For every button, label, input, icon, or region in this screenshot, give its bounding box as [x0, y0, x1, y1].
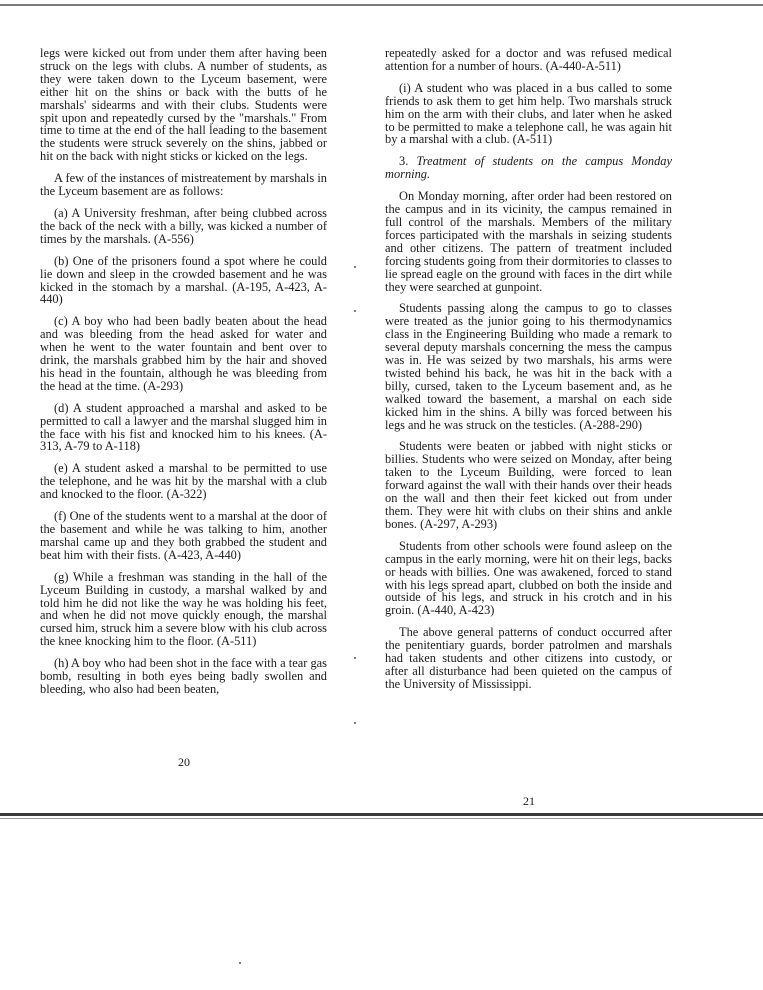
instance-d: (d) A student approached a marshal and asked to be permitted to call a lawyer and the marshal slugged him in the face with his fist and knocked him to his knees. (A-313, A-79 to A-118): [40, 400, 327, 454]
left-column: [40, 47, 327, 705]
scan-speck: [354, 722, 356, 724]
instance-e: (e) A student asked a marshal to be permitted to use the telephone, and he was hit by the marshal with a club and knocked to the floor. (A-322): [40, 461, 327, 502]
bottom-scan-rule-thin: [0, 818, 763, 819]
right-paragraph-5: The above general patterns of conduct occurred after the penitentiary guards, border patrolmen and marshals had taken students and other citizens into custody, or after all disturbance had been quieted on the campus of the University of Mississippi.: [385, 625, 672, 691]
instance-h-continued: repeatedly asked for a doctor and was refused medical attention for a number of hours. (A-440-A-511): [385, 46, 672, 73]
instance-c: (c) A boy who had been badly beaten about the head and was bleeding from the head asked for water and when he went to the water fountain and bent over to drink, the marshals grabbed him by the hair and shoved his head in the fountain, although he was bleeding from the head at the time. (A-293): [40, 314, 327, 393]
instance-g: (g) While a freshman was standing in the hall of the Lyceum Building in custody, a marshal walked by and told him he did not like the way he was holding his feet, and when he did not move quickly enough, the marshal cursed him, struck him a severe blow with his club across the knee knocking him to the floor. (A-511): [40, 569, 327, 649]
scan-speck: [354, 310, 356, 312]
instance-a: (a) A University freshman, after being clubbed across the back of the neck with a billy, was kicked a number of times by the marshals. (A-556): [40, 205, 327, 246]
instance-i: (i) A student who was placed in a bus called to some friends to ask them to get him help. Two marshals struck him on the arm with their clubs, and later when he asked to be permitted to make a telephone call, he was again hit by a marshal with a club. (A-511): [385, 80, 672, 147]
left-paragraph-1: legs were kicked out from under them after having been struck on the legs with clubs. A number of students, as they were taken down to the Lyceum basement, were either hit on the shins or back with the butts of he marshals' sidearms and with their clubs. Students were spit upon and repeatedly cursed by the "marshals." From time to time at the end of the hall leading to the basement the students were struck severely on the shins, jabbed or hit on the back with night sticks or kicked on the legs.: [40, 46, 327, 164]
instance-h: (h) A boy who had been shot in the face with a tear gas bomb, resulting in both eyes being badly swollen and bleeding, who also had been beaten,: [40, 656, 327, 696]
section-heading: [385, 155, 672, 181]
page-number-left: 20: [178, 755, 190, 769]
right-paragraph-1: On Monday morning, after order had been restored on the campus and in its vicinity, the campus remained in full control of the marshals. Members of the military forces participated with the marshals in seizing students and other citizens. The pattern of treatment included forcing students going from their dormitories to classes to lie spread eagle on the ground with faces in the dirt while they were searched at gunpoint.: [385, 189, 672, 294]
bottom-scan-rule: [0, 813, 763, 816]
right-paragraph-2: Students passing along the campus to go to classes were treated as the junior going to his thermodynamics class in the Engineering Building who made a remark to several deputy marshals concerning the mess the campus was in. He was seized by two marshals, his arms were twisted behind his back, he was hit in the back with a billy, cursed, taken to the Lyceum basement and, as he walked toward the basement, a marshal on each side kicked him in the shins. A billy was forced between his legs and he was struck on the testicles. (A-288-290): [385, 301, 672, 432]
right-paragraph-4: Students from other schools were found asleep on the campus in the early morning, were hit on their legs, backs or heads with billies. One was awakened, forced to stand with his legs spread apart, clubbed on both the inside and outside of his legs, and struck in his crotch and in his groin. (A-440, A-423): [385, 538, 672, 618]
right-paragraph-3: Students were beaten or jabbed with night sticks or billies. Students who were seized on Monday, after being taken to the Lyceum Building, were forced to lean forward against the wall with their hands over their heads on the wall and then their feet kicked out from under them. They were hit with clubs on their shins and ankle bones. (A-297, A-293): [385, 439, 672, 531]
scan-speck: [239, 962, 241, 964]
left-paragraph-2: A few of the instances of mistreatement by marshals in the Lyceum basement are as follows:: [40, 171, 327, 199]
section-title: Treatment of students on the campus Monday morning.: [385, 154, 672, 182]
right-column: [385, 47, 672, 700]
top-scan-rule: [0, 4, 763, 6]
section-number: 3.: [399, 154, 409, 169]
scan-speck: [354, 266, 356, 268]
instance-b: (b) One of the prisoners found a spot where he could lie down and sleep in the crowded basement and he was kicked in the stomach by a marshal. (A-195, A-423, A-440): [40, 253, 327, 307]
scan-speck: [354, 657, 356, 659]
instance-f: (f) One of the students went to a marshal at the door of the basement and while he was talking to him, another marshal came up and they both grabbed the student and beat him with their fists. (A-423, A-440): [40, 509, 327, 562]
page-number-right: 21: [523, 794, 535, 808]
